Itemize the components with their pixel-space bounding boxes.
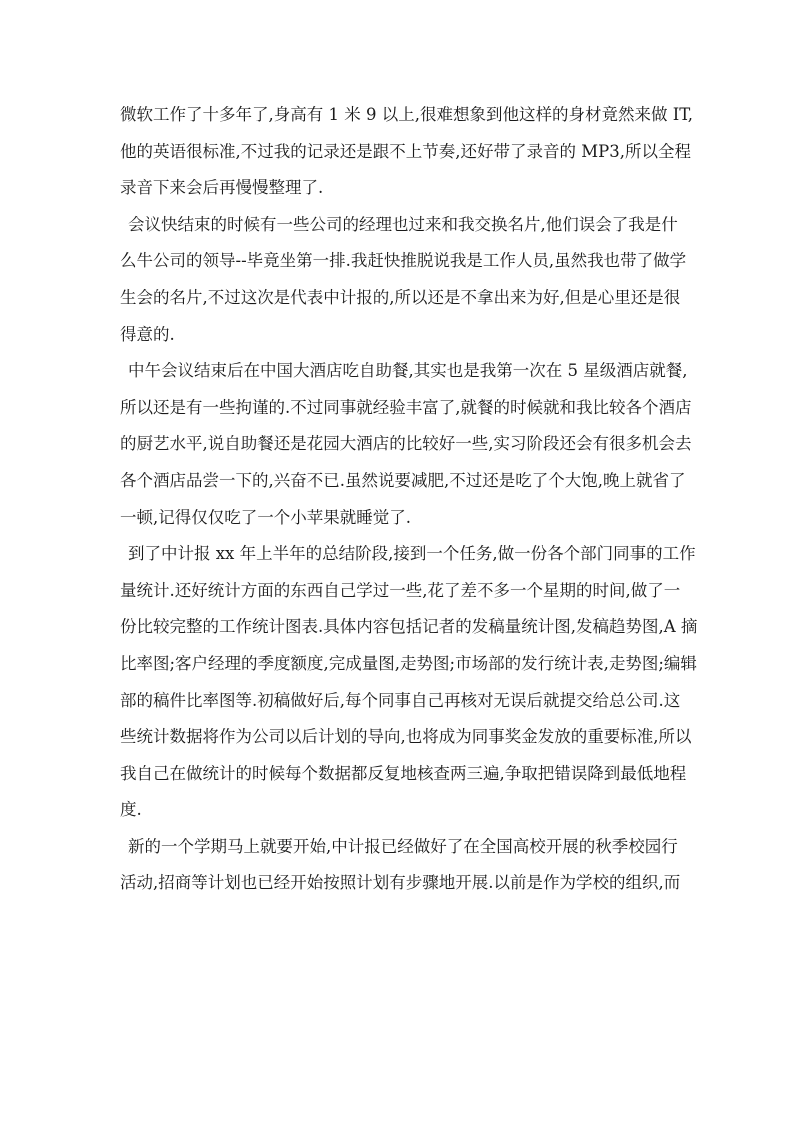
document-body	[120, 97, 698, 902]
text-line: 到了中计报 xx 年上半年的总结阶段,接到一个任务,做一份各个部门同事的工作	[128, 544, 696, 564]
text-line: 得意的.	[120, 324, 175, 344]
text-line: 比率图;客户经理的季度额度,完成量图,走势图;市场部的发行统计表,走势图;编辑	[120, 653, 697, 673]
text-line: 中午会议结束后在中国大酒店吃自助餐,其实也是我第一次在 5 星级酒店就餐,	[128, 361, 688, 381]
text-line: 些统计数据将作为公司以后计划的导向,也将成为同事奖金发放的重要标准,所以	[120, 727, 692, 747]
text-line: 所以还是有一些拘谨的.不过同事就经验丰富了,就餐的时候就和我比较各个酒店	[120, 397, 692, 417]
text-line: 的厨艺水平,说自助餐还是花园大酒店的比较好一些,实习阶段还会有很多机会去	[120, 434, 692, 454]
text-line: 新的一个学期马上就要开始,中计报已经做好了在全国高校开展的秋季校园行	[128, 836, 678, 856]
text-line: 量统计.还好统计方面的东西自己学过一些,花了差不多一个星期的时间,做了一	[120, 580, 681, 600]
text-line: 我自己在做统计的时候每个数据都反复地核查两三遍,争取把错误降到最低地程	[120, 763, 687, 783]
text-line: 部的稿件比率图等.初稿做好后,每个同事自己再核对无误后就提交给总公司.这	[120, 690, 681, 710]
text-line: 微软工作了十多年了,身高有 1 米 9 以上,很难想象到他这样的身材竟然来做 IT,	[120, 105, 694, 124]
text-line: 各个酒店品尝一下的,兴奋不已.虽然说要减肥,不过还是吃了个大饱,晚上就省了	[120, 470, 686, 490]
text-line: 一顿,记得仅仅吃了一个小苹果就睡觉了.	[120, 507, 411, 527]
text-line: 么牛公司的领导--毕竟坐第一排.我赶快推脱说我是工作人员,虽然我也带了做学	[120, 251, 687, 271]
text-line: 度.	[120, 800, 142, 820]
text-line: 他的英语很标准,不过我的记录还是跟不上节奏,还好带了录音的 MP3,所以全程	[120, 141, 691, 161]
text-line: 活动,招商等计划也已经开始按照计划有步骤地开展.以前是作为学校的组织,而	[120, 873, 681, 893]
text-line: 录音下来会后再慢慢整理了.	[120, 178, 324, 198]
text-line: 份比较完整的工作统计图表.具体内容包括记者的发稿量统计图,发稿趋势图,A 摘	[120, 617, 698, 637]
text-line: 会议快结束的时候有一些公司的经理也过来和我交换名片,他们误会了我是什	[128, 214, 678, 234]
text-line: 生会的名片,不过这次是代表中计报的,所以还是不拿出来为好,但是心里还是很	[120, 287, 681, 307]
